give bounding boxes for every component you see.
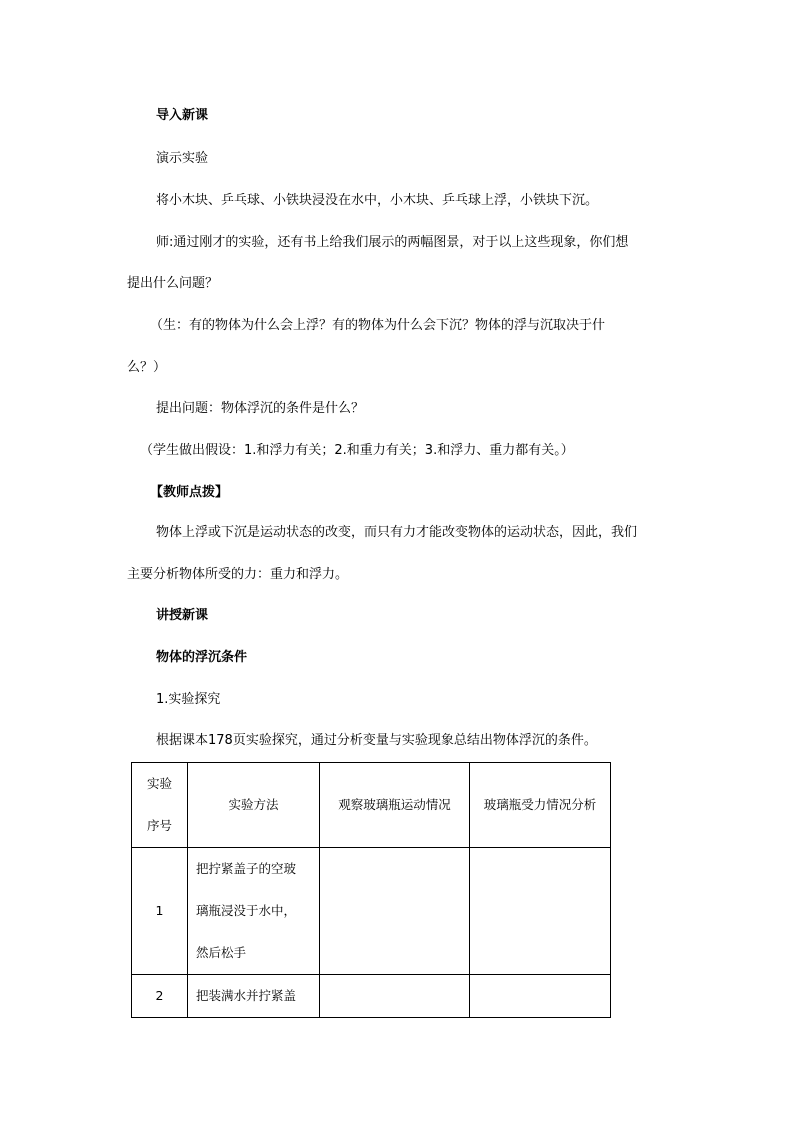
experiment-table	[131, 762, 611, 1018]
header-motion: 观察玻璃瓶运动情况	[320, 763, 470, 848]
demo-text: 将小木块、乒乓球、小铁块浸没在水中，小木块、乒乓球上浮，小铁块下沉。	[156, 193, 599, 208]
row-number: 1	[132, 848, 188, 975]
instruction-text: 根据课本178页实验探究，通过分析变量与实验现象总结出物体浮沉的条件。	[156, 733, 597, 748]
header-number-line-1: 实验	[146, 776, 172, 791]
table-row	[132, 975, 611, 1018]
demo-title: 演示实验	[156, 151, 209, 166]
intro-heading: 导入新课	[156, 108, 209, 123]
row-motion	[320, 975, 470, 1018]
lesson-topic: 物体的浮沉条件	[156, 650, 248, 665]
row-method-line-1: 把拧紧盖子的空玻	[196, 861, 297, 876]
row-method-line-2: 璃瓶浸没于水中，	[196, 903, 297, 918]
section-title: 1.实验探究	[156, 692, 221, 707]
teacher-line-1: 师:通过刚才的实验，还有书上给我们展示的两幅图景，对于以上这些现象，你们想	[156, 235, 629, 250]
student-line-2: 么？）	[127, 360, 167, 375]
table-row	[132, 848, 611, 975]
row-method	[188, 848, 320, 975]
row-number: 2	[132, 975, 188, 1018]
row-force	[470, 975, 611, 1018]
guide-text-line-1: 物体上浮或下沉是运动状态的改变，而只有力才能改变物体的运动状态，因此，我们	[156, 525, 638, 540]
guide-tag: 【教师点拨】	[150, 485, 229, 500]
teacher-line-2: 提出什么问题？	[127, 276, 219, 291]
row-method-line-3: 然后松手	[196, 945, 247, 960]
row-method: 把装满水并拧紧盖	[188, 975, 320, 1018]
header-force: 玻璃瓶受力情况分析	[470, 763, 611, 848]
row-force	[470, 848, 611, 975]
guide-text-line-2: 主要分析物体所受的力：重力和浮力。	[127, 567, 349, 582]
table-header-row	[132, 763, 611, 848]
header-method: 实验方法	[188, 763, 320, 848]
hypothesis-text: （学生做出假设：1.和浮力有关；2.和重力有关；3.和浮力、重力都有关。）	[140, 443, 574, 458]
header-number-line-2: 序号	[146, 818, 172, 833]
student-line-1: （生：有的物体为什么会上浮？有的物体为什么会下沉？物体的浮与沉取决于什	[150, 318, 606, 333]
question-text: 提出问题：物体浮沉的条件是什么？	[156, 401, 365, 416]
lesson-heading: 讲授新课	[156, 608, 209, 623]
header-number	[132, 763, 188, 848]
row-motion	[320, 848, 470, 975]
